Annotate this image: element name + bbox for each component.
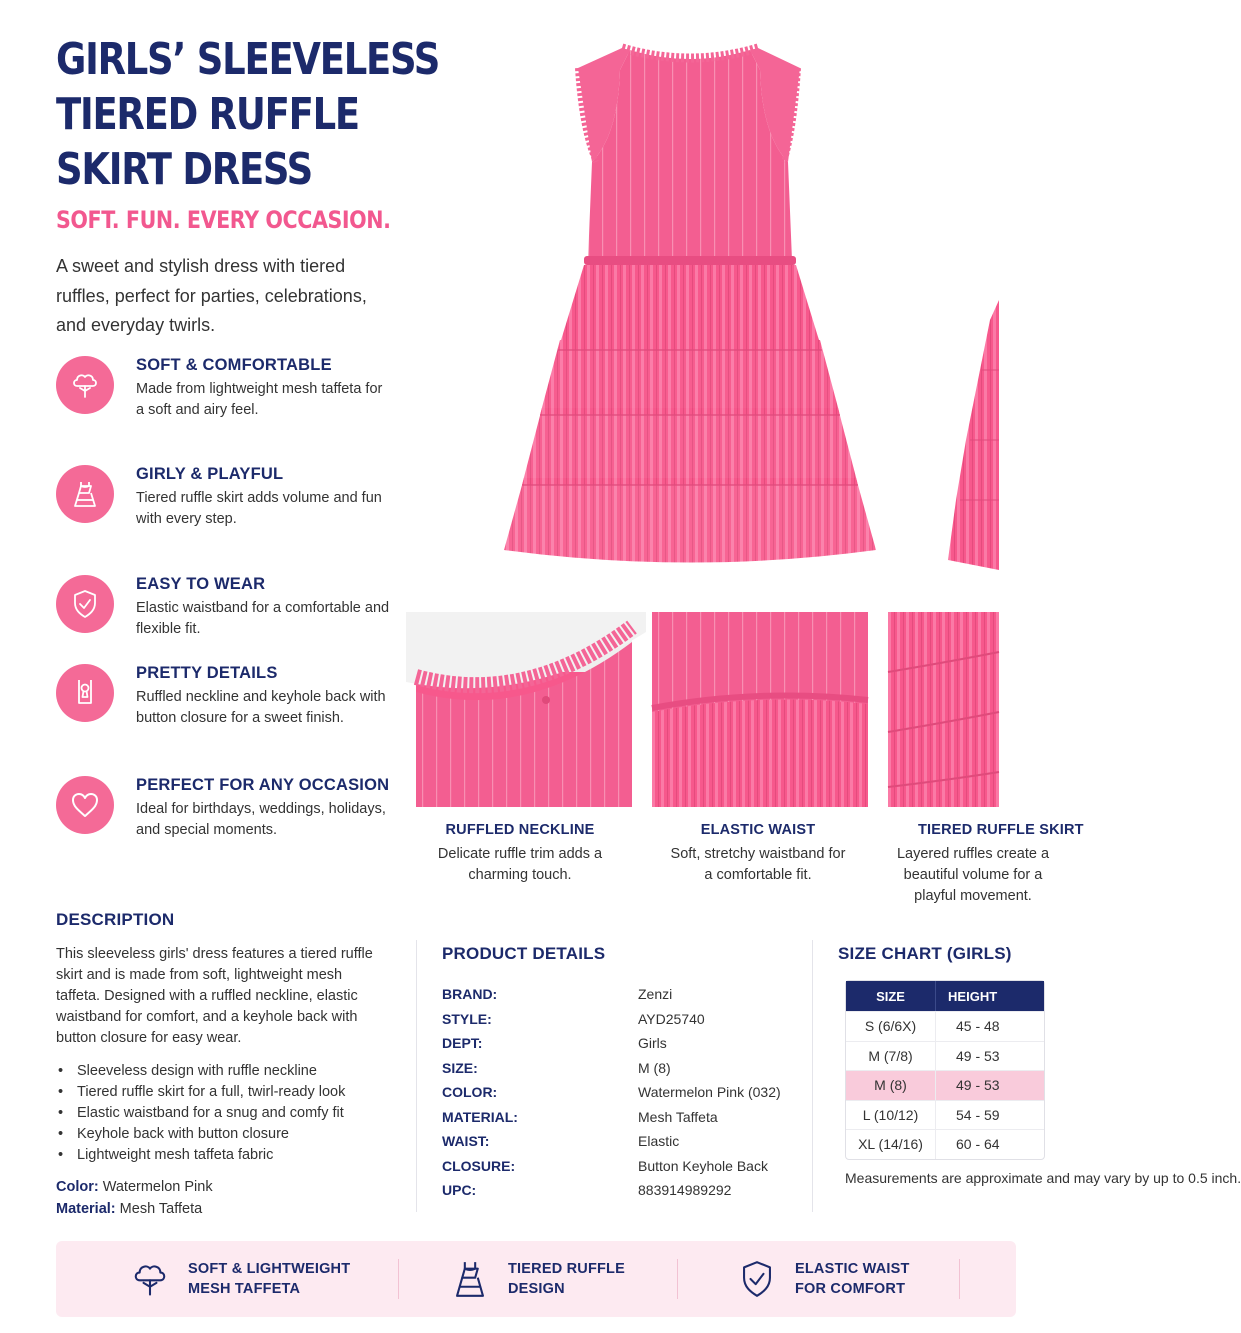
detail-desc: Delicate ruffle trim adds a charming touch. [437, 846, 603, 883]
detail-caption-waist [638, 822, 878, 886]
keyhole-icon [56, 664, 114, 722]
size-cell: XL (14/16) [858, 1136, 923, 1153]
detail-caption-tiered [896, 822, 1158, 907]
feature-soft-comfortable [56, 356, 396, 446]
description-heading: DESCRIPTION [56, 910, 175, 929]
footer-item-text: TIERED RUFFLE DESIGN [508, 1261, 625, 1297]
material-line [56, 1201, 202, 1217]
divider [812, 940, 813, 1212]
detail-tiered-ruffle-image [888, 612, 999, 807]
divider [677, 1259, 678, 1299]
detail-value: M (8) [638, 1059, 671, 1076]
cotton-icon [56, 356, 114, 414]
detail-title: TIERED RUFFLE SKIRT [918, 822, 1084, 838]
table-row [442, 1109, 792, 1134]
detail-key: UPC: [442, 1182, 477, 1198]
feature-easy-to-wear [56, 575, 396, 665]
detail-title: ELASTIC WAIST [700, 822, 816, 838]
footer-item-tiered [446, 1241, 638, 1317]
feature-desc: Tiered ruffle skirt adds volume and fun with every step. [136, 490, 382, 527]
detail-key: STYLE: [442, 1010, 492, 1027]
detail-title: RUFFLED NECKLINE [445, 822, 595, 838]
table-row-highlighted [846, 1070, 1044, 1100]
feature-title: PERFECT FOR ANY OCCASION [136, 776, 390, 794]
table-row [442, 1182, 792, 1207]
list-item: • Lightweight mesh taffeta fabric [56, 1145, 396, 1166]
column-header: SIZE [876, 988, 905, 1004]
detail-key: DEPT: [442, 1035, 483, 1051]
size-cell: M (7/8) [868, 1047, 913, 1064]
title-line-2: TIERED RUFFLE [56, 89, 359, 140]
footer-item-text: SOFT & LIGHTWEIGHT MESH TAFFETA [188, 1261, 351, 1297]
detail-key: SIZE: [442, 1059, 478, 1076]
description-bullets [56, 1061, 396, 1166]
footer-item-text: ELASTIC WAIST FOR COMFORT [795, 1261, 910, 1297]
shield-check-icon [56, 575, 114, 633]
title-line-3: SKIRT DRESS [56, 144, 313, 195]
detail-key: WAIST: [442, 1133, 490, 1149]
divider [959, 1259, 960, 1299]
page-title [56, 32, 440, 197]
list-item: • Sleeveless design with ruffle neckline [56, 1061, 396, 1082]
feature-desc: Ideal for birthdays, weddings, holidays, and special moments. [136, 801, 386, 838]
detail-value: Girls [638, 1035, 667, 1051]
size-cell: M (8) [874, 1077, 907, 1094]
table-header [846, 981, 1044, 1011]
table-row [442, 1011, 792, 1036]
divider [398, 1259, 399, 1299]
detail-key: CLOSURE: [442, 1157, 516, 1174]
feature-title: EASY TO WEAR [136, 575, 266, 593]
detail-caption-neckline [400, 822, 640, 886]
material-value: Mesh Taffeta [119, 1201, 203, 1217]
detail-value: AYD25740 [638, 1010, 705, 1027]
feature-desc: Elastic waistband for a comfortable and flexible fit. [136, 600, 390, 637]
intro-text: A sweet and stylish dress with tiered ruffles, perfect for parties, celebrations, and everyday twirls. [56, 256, 367, 335]
size-chart-table [845, 980, 1045, 1160]
material-label: Material: [56, 1201, 116, 1217]
cotton-icon [126, 1255, 174, 1303]
size-cell: L (10/12) [862, 1106, 919, 1123]
footer-features-bar [56, 1241, 1016, 1317]
feature-girly-playful [56, 465, 396, 555]
detail-elastic-waist-image [652, 612, 868, 807]
table-row [442, 1133, 792, 1158]
shield-check-icon [733, 1255, 781, 1303]
footer-item-mesh [126, 1241, 358, 1317]
height-cell: 49 - 53 [935, 1042, 1044, 1071]
feature-desc: Made from lightweight mesh taffeta for a soft and airy feel. [136, 381, 383, 418]
detail-value: Elastic [638, 1133, 680, 1149]
list-item: • Keyhole back with button closure [56, 1124, 396, 1145]
hero-dress-image [470, 30, 910, 590]
list-item: • Tiered ruffle skirt for a full, twirl-ready look [56, 1082, 396, 1103]
detail-key: COLOR: [442, 1084, 498, 1100]
size-cell: S (6/6X) [864, 1018, 917, 1035]
height-cell: 54 - 59 [935, 1101, 1044, 1130]
table-row [442, 986, 792, 1011]
detail-key: BRAND: [442, 986, 498, 1002]
height-cell: 45 - 48 [935, 1012, 1044, 1041]
table-row [846, 1100, 1044, 1130]
title-line-1: GIRLS’ SLEEVELESS [56, 34, 440, 85]
table-row [846, 1011, 1044, 1041]
detail-ruffled-neckline-image [416, 612, 632, 807]
detail-key: MATERIAL: [442, 1108, 518, 1125]
table-row [442, 1158, 792, 1183]
detail-value: Zenzi [638, 986, 673, 1002]
feature-pretty-details [56, 664, 396, 754]
heart-icon [56, 776, 114, 834]
footer-item-elastic [733, 1241, 925, 1317]
feature-title: GIRLY & PLAYFUL [136, 465, 284, 483]
description-text: This sleeveless girls' dress features a tiered ruffle skirt and is made from soft, lightweight mesh taffeta. Designed with a ruffled neckline, elastic waistband for comfort, and a keyhole back with button closure for easy wear. [56, 946, 373, 1046]
divider [416, 940, 417, 1212]
detail-value: Mesh Taffeta [638, 1108, 718, 1125]
color-value: Watermelon Pink [102, 1179, 213, 1195]
table-row [442, 1035, 792, 1060]
height-cell: 60 - 64 [935, 1130, 1044, 1159]
list-item: • Elastic waistband for a snug and comfy fit [56, 1103, 396, 1124]
table-row [846, 1041, 1044, 1071]
detail-desc: Layered ruffles create a beautiful volume for a playful movement. [896, 846, 1050, 904]
detail-desc: Soft, stretchy waistband for a comfortable fit. [670, 846, 846, 883]
detail-value: 883914989292 [638, 1182, 732, 1198]
tagline: SOFT. FUN. EVERY OCCASION. [56, 206, 391, 234]
size-note: Measurements are approximate and may vary by up to 0.5 inch. [845, 1170, 1241, 1186]
dress-icon [446, 1255, 494, 1303]
detail-value: Button Keyhole Back [638, 1157, 768, 1174]
height-cell: 49 - 53 [935, 1071, 1044, 1100]
detail-value: Watermelon Pink (032) [638, 1084, 781, 1100]
color-line [56, 1179, 213, 1195]
feature-title: SOFT & COMFORTABLE [136, 356, 332, 374]
feature-title: PRETTY DETAILS [136, 664, 278, 682]
table-row [442, 1060, 792, 1085]
column-header: HEIGHT [935, 981, 1044, 1011]
table-row [442, 1084, 792, 1109]
color-label: Color: [56, 1179, 99, 1195]
second-dress-image-partial [930, 300, 999, 570]
feature-desc: Ruffled neckline and keyhole back with button closure for a sweet finish. [136, 689, 386, 726]
product-details-heading: PRODUCT DETAILS [442, 944, 606, 963]
feature-any-occasion [56, 776, 396, 866]
dress-icon [56, 465, 114, 523]
table-row [846, 1129, 1044, 1159]
size-chart-heading: SIZE CHART (GIRLS) [838, 944, 1012, 963]
